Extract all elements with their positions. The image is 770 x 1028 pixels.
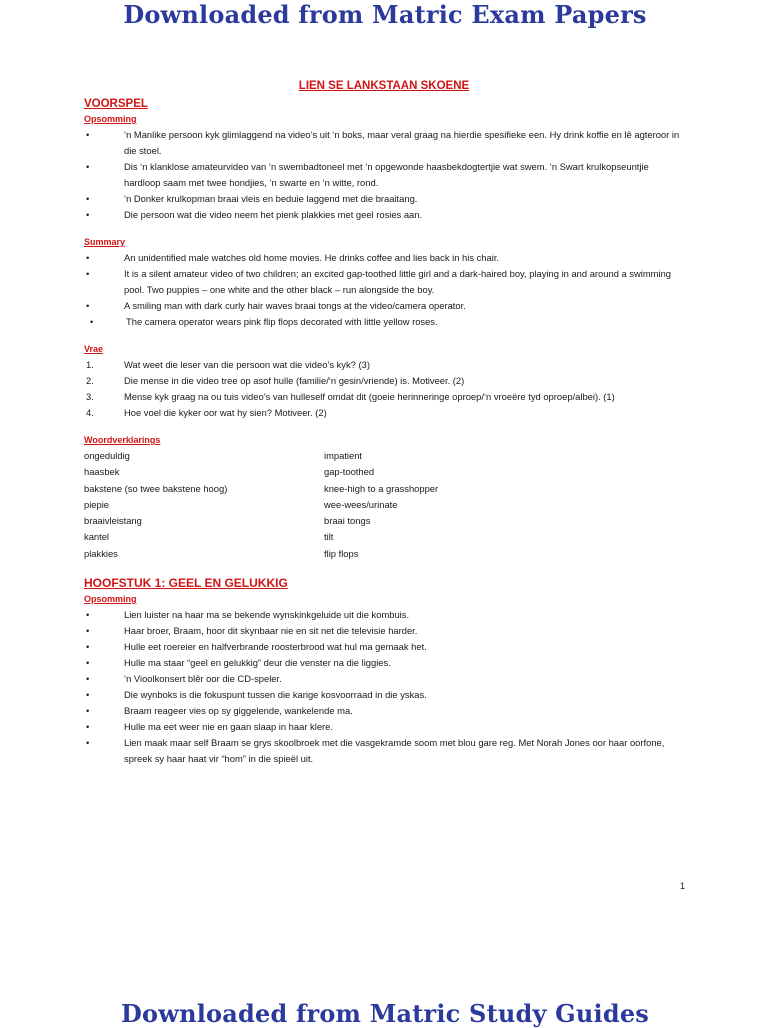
- bullet-icon: •: [86, 268, 90, 279]
- glossary-term: piepie: [84, 498, 110, 510]
- bullet-icon: •: [86, 625, 90, 637]
- list-item: • Die wynboks is die fokuspunt tussen die karige kosvoorraad in die yskas.: [84, 687, 684, 703]
- glossary-term: haasbek: [84, 466, 120, 478]
- list-item: • ‘n Donker krulkopman braai vleis en beduie laggend met die braaitang.: [84, 191, 684, 207]
- glossary-translation: tilt: [324, 531, 334, 543]
- question-item: 3. Mense kyk graag na ou tuis video’s van hulleself omdat dit (goeie herinneringe oproep/‘n vroeëre tyd oproep/albei). (1): [86, 391, 615, 402]
- hoofstuk1-opsomming-list: [84, 607, 684, 767]
- opsomming-heading: Opsomming: [84, 114, 137, 124]
- glossary-term: plakkies: [84, 547, 118, 559]
- glossary-translation: flip flops: [324, 547, 359, 559]
- list-item: • ‘n Manlike persoon kyk glimlaggend na video’s uit ‘n boks, maar veral graag na hierdie spesifieke een. Hy drink koffie en lê agteroor in die stoel.: [86, 129, 680, 156]
- list-item: • The camera operator wears pink flip flops decorated with little yellow roses.: [84, 314, 684, 330]
- bullet-icon: •: [90, 316, 94, 327]
- vrae-heading: Vrae: [84, 344, 104, 354]
- list-item: • Hulle ma staar “geel en gelukkig” deur die venster na die liggies.: [84, 655, 684, 671]
- bullet-icon: •: [86, 721, 90, 733]
- bullet-icon: •: [86, 737, 90, 749]
- footer-banner: Downloaded from Matric Study Guides: [120, 999, 650, 1028]
- list-item: • Lien luister na haar ma se bekende wynskinkgeluide uit die kombuis.: [84, 607, 684, 623]
- header-banner: Downloaded from Matric Exam Papers: [123, 0, 647, 29]
- page-number: 1: [680, 881, 686, 891]
- bullet-icon: •: [86, 657, 90, 669]
- bullet-icon: •: [86, 193, 90, 204]
- list-item: • Haar broer, Braam, hoor dit skynbaar nie en sit net die televisie harder.: [84, 623, 684, 639]
- bullet-icon: •: [86, 641, 90, 653]
- list-item: • It is a silent amateur video of two children; an excited gap-toothed little girl and a dark-haired boy, playing in and around a swimming pool. Two puppies – one white and the other black – run alongside the boy.: [86, 268, 672, 295]
- opsomming-heading: Opsomming: [84, 594, 137, 605]
- section-heading-voorspel: VOORSPEL: [84, 98, 148, 110]
- glossary-term: ongeduldig: [84, 450, 130, 461]
- list-item: • ‘n Vioolkonsert blêr oor die CD-speler.: [84, 671, 684, 687]
- glossary-translation: braai tongs: [324, 515, 371, 527]
- question-item: 1. Wat weet die leser van die persoon wat die video’s kyk? (3): [86, 359, 370, 370]
- list-item: • An unidentified male watches old home movies. He drinks coffee and lies back in his chair.: [84, 250, 684, 266]
- glossary-translation: gap-toothed: [324, 466, 375, 478]
- voorspel-summary-list: [84, 250, 684, 330]
- glossary-term: bakstene (so twee bakstene hoog): [84, 482, 228, 494]
- question-item: 4. Hoe voel die kyker oor wat hy sien? Motiveer. (2): [86, 407, 327, 418]
- list-item: • Braam reageer vies op sy giggelende, wankelende ma.: [84, 703, 684, 719]
- woordverklarings-heading: Woordverklarings: [84, 435, 161, 445]
- document-body: [84, 80, 684, 767]
- bullet-icon: •: [86, 673, 90, 685]
- glossary-translation: impatient: [324, 450, 363, 461]
- bullet-icon: •: [86, 689, 90, 701]
- bullet-icon: •: [86, 300, 90, 311]
- summary-heading: Summary: [84, 237, 126, 247]
- list-item: • A smiling man with dark curly hair waves braai tongs at the video/camera operator.: [84, 298, 684, 314]
- list-item: • Lien maak maar self Braam se grys skoolbroek met die vasgekramde soom met blou gare reg. Met Norah Jones oor haar oorfone, spreek sy haar haat vir “hom” in die spieël uit.: [86, 737, 665, 765]
- question-item: 2. Die mense in die video tree op asof hulle (familie/‘n gesin/vriende) is. Motiveer. (2): [86, 375, 465, 386]
- bullet-icon: •: [86, 161, 90, 172]
- bullet-icon: •: [86, 609, 90, 621]
- bullet-icon: •: [86, 209, 90, 220]
- bullet-icon: •: [86, 252, 90, 263]
- glossary-term: braaivleistang: [84, 515, 142, 527]
- vrae-list: [84, 357, 684, 421]
- voorspel-opsomming-list: [84, 127, 684, 223]
- section-heading-hoofstuk-1: HOOFSTUK 1: GEEL EN GELUKKIG: [84, 576, 288, 591]
- list-item: • Dis ‘n klanklose amateurvideo van ‘n swembadtoneel met ‘n opgewonde haasbekdogtertjie wat swem. ‘n Swart krulkopseuntjie hardloop saam met twee hondjies, ‘n swarte en ‘n witte, rond.: [86, 161, 649, 188]
- glossary-table: [84, 448, 684, 562]
- glossary-translation: knee-high to a grasshopper: [324, 482, 439, 494]
- bullet-icon: •: [86, 129, 90, 140]
- list-item: • Hulle eet roereier en halfverbrande roosterbrood wat hul ma gemaak het.: [84, 639, 684, 655]
- glossary-term: kantel: [84, 531, 110, 543]
- list-item: • Die persoon wat die video neem het pienk plakkies met geel rosies aan.: [84, 207, 684, 223]
- glossary-translation: wee-wees/urinate: [324, 498, 398, 510]
- list-item: • Hulle ma eet weer nie en gaan slaap in haar klere.: [84, 719, 684, 735]
- bullet-icon: •: [86, 705, 90, 717]
- document-title: LIEN SE LANKSTAAN SKOENE: [298, 80, 470, 92]
